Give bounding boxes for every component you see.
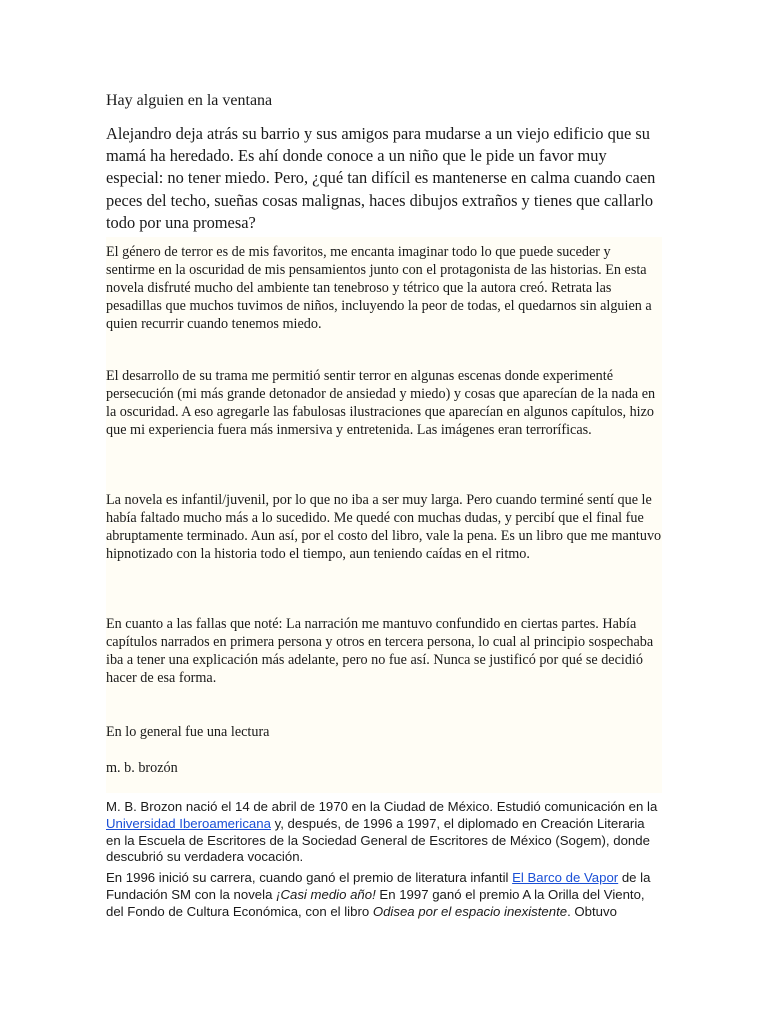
document-title: Hay alguien en la ventana [106,92,273,109]
bio-text: En 1997 ganó el premio A la Orilla del Viento, del Fondo de Cultura Económica, con el libro [106,886,645,919]
review-paragraph: En lo general fue una lectura [106,724,270,740]
review-paragraph: En cuanto a las fallas que noté: La narración me mantuvo confundido en ciertas partes. Había capítulos narrados en primera persona y otros en tercera persona, lo cual al principio sospechaba iba a tener una explicación más adelante, pero no fue así. Nunca se justificó por qué se decidió hacer de esa forma. [106,616,654,687]
review-paragraph: El género de terror es de mis favoritos, me encanta imaginar todo lo que puede suceder y sentirme en la oscuridad de mis pensamientos junto con el protagonista de las historias. En esta novela disfruté mucho del ambiente tan tenebroso y tétrico que la autora creó. Retrata las pesadillas que muchos tuvimos de niños, incluyendo la peor de todas, el quedarnos sin alguien a quien recurrir cuando tenemos miedo. [106,244,652,333]
bio-text: M. B. Brozon nació el 14 de abril de 1970 en la Ciudad de México. Estudió comunicación en la [106,799,658,814]
link-el-barco-de-vapor[interactable]: El Barco de Vapor [512,870,619,885]
bio-text: y, después, de 1996 a 1997, el diplomado en Creación Literaria en la Escuela de Escritores de la Sociedad General de Escritores de México (Sogem), donde descubrió su verdadera vocación. [106,815,650,865]
book-title-italic: Odisea por el espacio inexistente [372,903,568,919]
author-bio-paragraph [106,799,662,866]
review-paragraph: El desarrollo de su trama me permitió sentir terror en algunas escenas donde experimenté persecución (mi más grande detonador de ansiedad y miedo) y cosas que aparecían de la nada en la oscuridad. A eso agregarle las fabulosas ilustraciones que aparecían en algunos capítulos, hizo que mi experiencia fuera más inmersiva y entretenida. Las imágenes eran terroríficas. [106,368,656,439]
bio-text: . Obtuvo [567,903,617,919]
review-paragraph: La novela es infantil/juvenil, por lo que no iba a ser muy larga. Pero cuando terminé sentí que le había faltado mucho más a lo sucedido. Me quedé con muchas dudas, y percibí que el final fue abruptamente terminado. Aun así, por el costo del libro, vale la pena. Es un libro que me mantuvo hipnotizado con la historia todo el tiempo, aun teniendo caídas en el ritmo. [106,492,662,563]
book-synopsis: Alejandro deja atrás su barrio y sus amigos para mudarse a un viejo edificio que su mamá ha heredado. Es ahí donde conoce a un niño que le pide un favor muy especial: no tener miedo. Pero, ¿qué tan difícil es mantenerse en calma cuando caen peces del techo, sueñas cosas malignas, haces dibujos extraños y tienes que callarlo todo por una promesa? [106,124,656,232]
author-bio-paragraph [106,870,662,920]
bio-text: En 1996 inició su carrera, cuando ganó el premio de literatura infantil [106,870,513,885]
review-section [106,237,662,793]
link-universidad-iberoamericana[interactable]: Universidad Iberoamericana [106,815,271,831]
bio-text: de la Fundación SM con la novela [106,870,651,902]
review-signature: m. b. brozón [106,760,178,776]
book-title-italic: ¡Casi medio año! [276,886,376,902]
